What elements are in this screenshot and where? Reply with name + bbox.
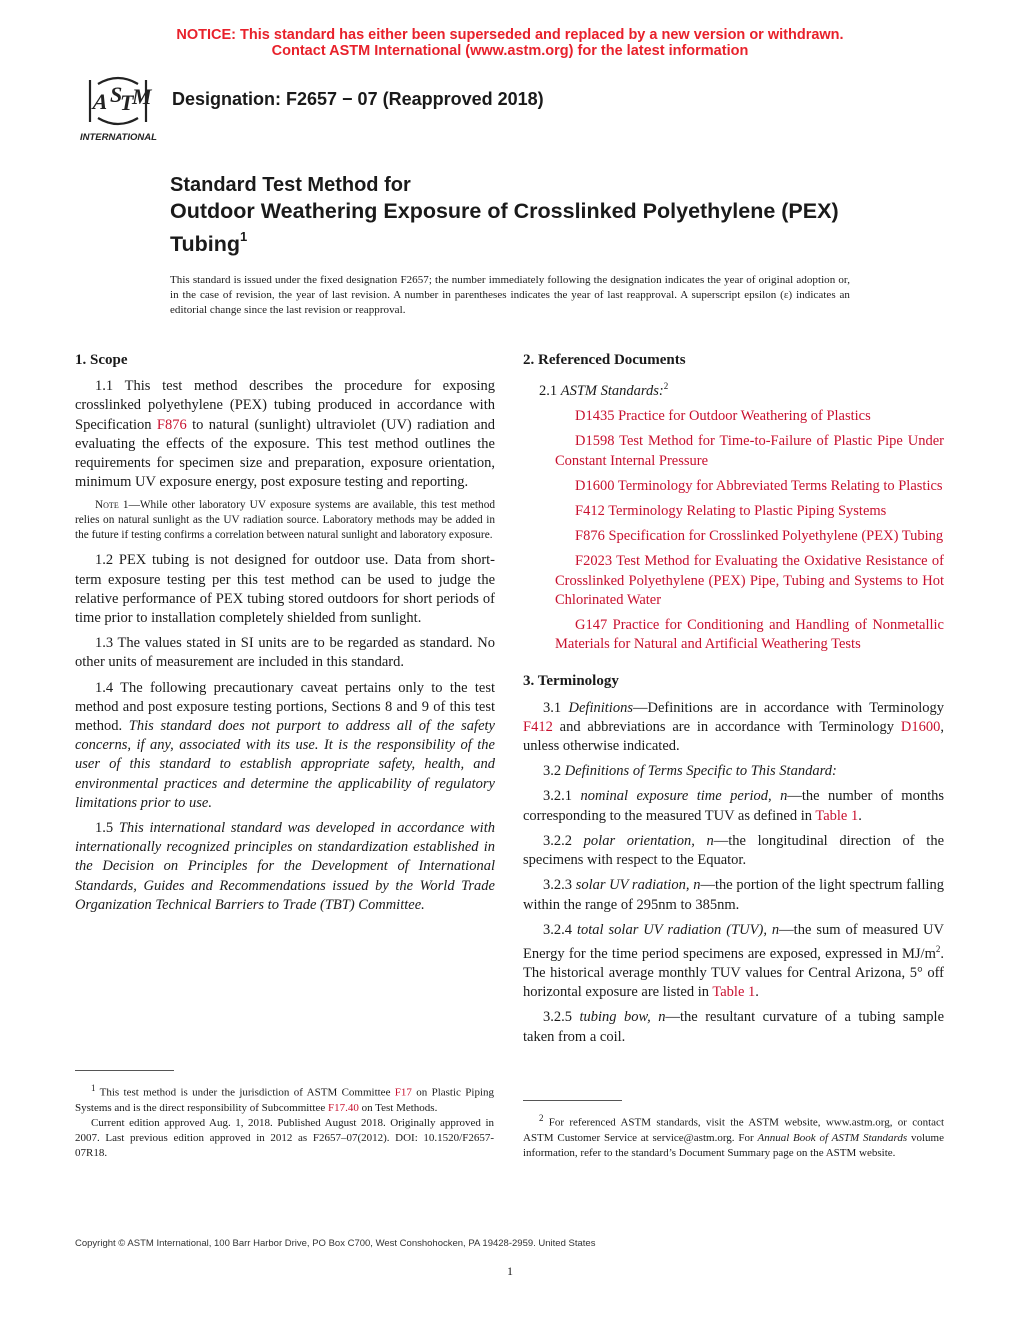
link-g147[interactable]: G147 [575, 617, 608, 634]
svg-text:M: M [132, 84, 152, 109]
footnote-2-text: $^2$ For referenced ASTM standards, visit the ASTM website, www.astm.org, or contact ASTM Customer Service at service@astm.org. For Annual Book of ASTM Standards volume information, refer to the standard’s Document Summary page on the ASTM website. [523, 1113, 944, 1159]
para-1-2: 1.2 PEX tubing is not designed for outdoor use. Data from short-term exposure testing per this test method can be used to judge the relative performance of PEX tubing stored outdoors for short periods of time prior to installation completely shielded from sunlight. [75, 552, 495, 627]
link-f412-def[interactable]: F412 [523, 718, 553, 735]
footnote-divider [75, 1070, 174, 1071]
link-d1600-def[interactable]: D1600 [900, 718, 941, 735]
link-f876-ref[interactable]: F876 [575, 528, 605, 545]
list-item: G147 Practice for Conditioning and Handling of Nonmetallic Materials for Natural and Artificial Weathering Tests [555, 617, 944, 653]
section-2-heading: 2. Referenced Documents [523, 352, 686, 368]
link-table-1[interactable]: Table 1 [712, 984, 756, 1001]
para-3-2-5: 3.2.5 tubing bow, n—the resultant curvature of a tubing sample taken from a coil. [523, 1009, 945, 1045]
section-3-heading: 3. Terminology [523, 673, 619, 690]
note-label: Note 1 [95, 499, 129, 512]
svg-text:S: S [110, 82, 123, 107]
para-1-1: 1.1 This test method describes the procedure for exposing crosslinked polyethylene (PEX) tubing produced in accordance with Specification F876 to natural (sunlight) ultraviolet (UV) radiation and evaluating the effects of the exposure. This test method outlines the requirements for specimen size and preparation, exposure orientation, minimum UV exposure energy, post exposure testing and reporting. [75, 378, 495, 491]
para-3-2: 3.2 Definitions of Terms Specific to This Standard: [543, 763, 837, 780]
link-f2023[interactable]: F2023 [575, 553, 613, 570]
link-f17[interactable]: F17 [394, 1086, 412, 1099]
para-1-3: 1.3 The values stated in SI units are to be regarded as standard. No other units of measurement are included in this standard. [75, 635, 495, 671]
footnote-2 [523, 1111, 944, 1161]
designation: Designation: F2657 − 07 (Reapproved 2018) [172, 89, 544, 109]
section-1-heading: 1. Scope [75, 352, 128, 368]
link-d1600[interactable]: D1600 [575, 477, 615, 494]
link-d1435[interactable]: D1435 [575, 408, 615, 425]
para-3-2-1: 3.2.1 nominal exposure time period, n—the number of months corresponding to the measured TUV as defined in Table 1. [523, 788, 945, 824]
page-number: 1 [507, 1264, 513, 1278]
para-3-2-4: 3.2.4 total solar UV radiation (TUV), n—the sum of measured UV Energy for the time period specimens are exposed, expressed in $MJ/m^2$. The historical average monthly TUV values for Central Arizona, 5° off horizontal exposure are listed in Table 1. [523, 921, 944, 1001]
footnote-divider [523, 1100, 622, 1101]
footnote-1 [75, 1081, 494, 1161]
notice-line-1: NOTICE: This standard has either been superseded and replaced by a new version or withdrawn. [176, 27, 844, 43]
svg-text:T: T [120, 90, 134, 115]
link-f412[interactable]: F412 [575, 503, 605, 520]
intro-paragraph: This standard is issued under the fixed designation F2657; the number immediately following the designation indicates the year of original adoption or, in the case of revision, the year of last revision. A number in parentheses indicates the year of last reapproval. A superscript epsilon (ε) indicates an editorial change since the last revision or reapproval. [170, 274, 850, 316]
footnote-2-mark[interactable]: 2 [663, 381, 669, 392]
astm-logo-icon [76, 74, 160, 144]
para-3-1: 3.1 Definitions—Definitions are in accordance with Terminology F412 and abbreviations are in accordance with Terminology D1600, unless otherwise indicated. [523, 699, 944, 755]
footnote-1-text: $^1$ This test method is under the jurisdiction of ASTM Committee F17 on Plastic Piping Systems and is the direct responsibility of Subcommittee F17.40 on Test Methods. [75, 1083, 495, 1114]
para-3-2-3: 3.2.3 solar UV radiation, n—the portion of the light spectrum falling within the range of 295nm to 385nm. [523, 877, 945, 913]
para-1-5: 1.5 This international standard was developed in accordance with internationally recognized principles on standardization established in the Decision on Principles for the Development of International Standards, Guides and Recommendations issued by the World Trade Organization Technical Barriers to Trade (TBT) Committee. [75, 820, 495, 913]
link-f876[interactable]: F876 [156, 416, 187, 433]
list-item: D1600 Terminology for Abbreviated Terms Relating to Plastics [575, 477, 943, 494]
footnote-1-edition: Current edition approved Aug. 1, 2018. Published August 2018. Originally approved in 2007. Last previous edition approved in 2012 as F2657–07(2012). DOI: 10.1520/F2657-07R18. [75, 1116, 494, 1159]
left-column [75, 348, 495, 921]
document-title [170, 198, 870, 258]
referenced-documents-list [523, 407, 944, 654]
list-item: D1435 Practice for Outdoor Weathering of Plastics [575, 408, 871, 425]
link-table-1[interactable]: Table 1 [815, 807, 859, 824]
svg-text:A: A [91, 89, 110, 114]
list-item: D1598 Test Method for Time-to-Failure of Plastic Pipe Under Constant Internal Pressure [555, 433, 944, 469]
title-line-1: Standard Test Method for [170, 174, 411, 196]
para-1-4: 1.4 The following precautionary caveat pertains only to the test method and post exposure testing portions, Sections 8 and 9 of this test method. This standard does not purport to address all of the safety concerns, if any, associated with its use. It is the responsibility of the user of this standard to establish appropriate safety, health, and environmental practices and determine the applicability of regulatory limitations prior to use. [75, 679, 495, 811]
para-3-2-2: 3.2.2 polar orientation, n—the longitudinal direction of the specimens with respect to the Equator. [523, 832, 944, 869]
link-f17-40[interactable]: F17.40 [327, 1101, 359, 1114]
right-column [523, 348, 944, 1053]
para-2-1: 2.1 ASTM Standards:$^2$ [539, 381, 669, 400]
note-1: Note 1—While other laboratory UV exposure systems are available, this test method relies on natural sunlight as the UV radiation source. Laboratory methods may be added in the future if testing confirms a correlation between natural sunlight and laboratory exposure. [75, 499, 495, 542]
copyright: Copyright © ASTM International, 100 Barr Harbor Drive, PO Box C700, West Conshohocken, PA 19428-2959. United States [75, 1238, 596, 1249]
title-line-2: Outdoor Weathering Exposure of Crosslinked Polyethylene (PEX) Tubing [170, 199, 839, 257]
list-item: F876 Specification for Crosslinked Polyethylene (PEX) Tubing [575, 528, 944, 545]
logo-text: INTERNATIONAL [80, 132, 157, 143]
list-item: F412 Terminology Relating to Plastic Piping Systems [575, 503, 887, 520]
withdrawal-notice [0, 27, 1020, 59]
notice-line-2: Contact ASTM International (www.astm.org) for the latest information [271, 43, 749, 59]
list-item: F2023 Test Method for Evaluating the Oxidative Resistance of Crosslinked Polyethylene (PEX) Pipe, Tubing and Systems to Hot Chlorinated Water [555, 553, 944, 608]
link-d1598[interactable]: D1598 [575, 433, 615, 450]
title-footnote-mark[interactable]: 1 [240, 229, 248, 244]
